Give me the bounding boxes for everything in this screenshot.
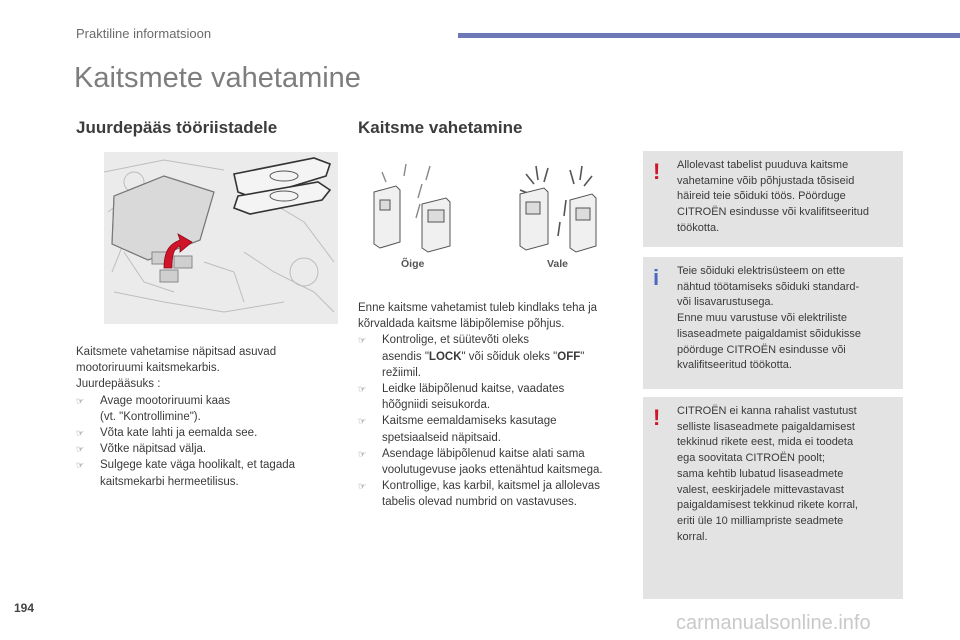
intro-line: Juurdepääsuks :	[76, 378, 161, 391]
note-line: sama kehtib lubatud lisaseadmete	[677, 467, 844, 480]
heading-tool-access: Juurdepääs tööriistadele	[76, 118, 278, 137]
fuse-illustration	[360, 160, 600, 270]
note-line: tekkinud rikete eest, mida ei toodeta	[677, 436, 854, 449]
text-fragment: asendis "	[382, 350, 429, 363]
list-item	[358, 478, 622, 510]
list-item	[358, 332, 622, 381]
lock-keyword: LOCK	[428, 350, 462, 363]
pointer-icon: ☞	[358, 384, 367, 395]
warning-icon: !	[653, 159, 661, 184]
note-line: kvalifitseeritud töökotta.	[677, 359, 792, 372]
page-title: Kaitsmete vahetamine	[74, 62, 361, 94]
note-line: lisaseadmete paigaldamist sõidukisse	[677, 327, 862, 340]
list-item-text	[382, 349, 622, 365]
note-line: või lisavarustusega.	[677, 296, 774, 309]
list-item-text: hõõgniidi seisukorda.	[382, 399, 491, 412]
list-item	[358, 381, 622, 413]
note-line: valest, eeskirjadele mittevastavast	[677, 483, 844, 496]
section-header: Praktiline informatsioon	[76, 26, 212, 41]
note-text	[677, 264, 901, 374]
warning-icon: !	[653, 405, 661, 430]
intro-line: Enne kaitsme vahetamist tuleb kindlaks teha ja	[358, 302, 598, 314]
note-line: nähtud töötamiseks sõiduki standard-	[677, 280, 860, 293]
header-accent-bar	[458, 33, 960, 38]
pointer-icon: ☞	[76, 428, 85, 439]
list-item-text: Kontrolige, et süütevõti oleks	[382, 334, 530, 347]
list-item-text: Asendage läbipõlenud kaitse alati sama	[382, 447, 585, 460]
list-item-text: Avage mootoriruumi kaas	[100, 394, 231, 407]
list-item	[76, 441, 336, 457]
info-icon: i	[653, 265, 660, 290]
pointer-icon: ☞	[76, 395, 85, 406]
list-item	[76, 425, 336, 441]
list-item-text: (vt. "Kontrollimine").	[100, 410, 201, 423]
warning-note	[643, 397, 903, 599]
pointer-icon: ☞	[76, 460, 85, 471]
list-item-text: režiimil.	[382, 366, 421, 379]
note-line: Teie sõiduki elektrisüsteem on ette	[677, 265, 846, 277]
note-line: pöörduge CITROËN esindusse või	[677, 343, 846, 356]
note-line: CITROËN esindusse või kvalifitseeritud	[677, 206, 869, 219]
list-item-text: Sulgege kate väga hoolikalt, et tagada	[100, 459, 296, 472]
list-item	[358, 446, 622, 478]
list-item-text: Võta kate lahti ja eemalda see.	[100, 427, 258, 440]
list-item-text: Kaitsme eemaldamiseks kasutage	[382, 415, 557, 428]
info-note	[643, 257, 903, 389]
note-line: eriti üle 10 milliampriste seadmete	[677, 514, 844, 527]
list-item	[76, 457, 336, 489]
fuse-replacement-text	[358, 300, 622, 511]
text-fragment: "	[580, 350, 585, 363]
intro-line: Kaitsmete vahetamise näpitsad asuvad	[76, 346, 277, 358]
list-item-text: Leidke läbipõlenud kaitse, vaadates	[382, 383, 565, 396]
label-correct: Õige	[401, 258, 425, 270]
pointer-icon: ☞	[358, 481, 367, 492]
note-line: ega soovitata CITROËN poolt;	[677, 452, 825, 465]
tool-access-text	[76, 344, 336, 490]
list-item-text: Kontrollige, kas karbil, kaitsmel ja allolevas	[382, 480, 600, 493]
note-line: häireid teie sõiduki töös. Pöörduge	[677, 190, 846, 203]
note-line: paigaldamisest tekkinud rikete korral,	[677, 499, 858, 512]
label-wrong: Vale	[547, 258, 569, 270]
list-item	[358, 413, 622, 445]
list-item-text: Võtke näpitsad välja.	[100, 443, 207, 456]
text-fragment: " või sõiduk oleks "	[461, 350, 558, 363]
heading-fuse-replacement: Kaitsme vahetamine	[358, 118, 523, 137]
list-item-text: tabelis olevad numbrid on vastavuses.	[382, 496, 577, 509]
pointer-icon: ☞	[76, 444, 85, 455]
pointer-icon: ☞	[358, 416, 367, 427]
off-keyword: OFF	[557, 350, 581, 363]
pointer-icon: ☞	[358, 335, 367, 346]
note-text	[677, 404, 901, 545]
note-line: töökotta.	[677, 221, 720, 234]
list-item	[76, 393, 336, 425]
note-line: korral.	[677, 530, 708, 543]
list-item-text: spetsiaalseid näpitsaid.	[382, 431, 501, 444]
note-line: selliste lisaseadmete paigaldamisest	[677, 420, 855, 433]
list-item-text: kaitsmekarbi hermeetilisus.	[100, 475, 239, 488]
note-line: Allolevast tabelist puuduva kaitsme	[677, 159, 849, 171]
warning-note	[643, 151, 903, 247]
note-line: CITROËN ei kanna rahalist vastutust	[677, 405, 857, 417]
fuse-box-photo	[104, 152, 338, 324]
intro-line: mootoriruumi kaitsmekarbis.	[76, 362, 220, 375]
note-line: Enne muu varustuse või elektriliste	[677, 312, 847, 325]
pointer-icon: ☞	[358, 448, 367, 459]
list-item-text: voolutugevuse jaoks ettenähtud kaitsmega.	[382, 464, 603, 477]
note-text	[677, 158, 901, 237]
intro-line: kõrvaldada kaitsme läbipõlemise põhjus.	[358, 318, 565, 331]
page-number: 194	[14, 601, 35, 615]
note-line: vahetamine võib põhjustada tõsiseid	[677, 174, 855, 187]
watermark: carmanualsonline.info	[676, 612, 871, 634]
